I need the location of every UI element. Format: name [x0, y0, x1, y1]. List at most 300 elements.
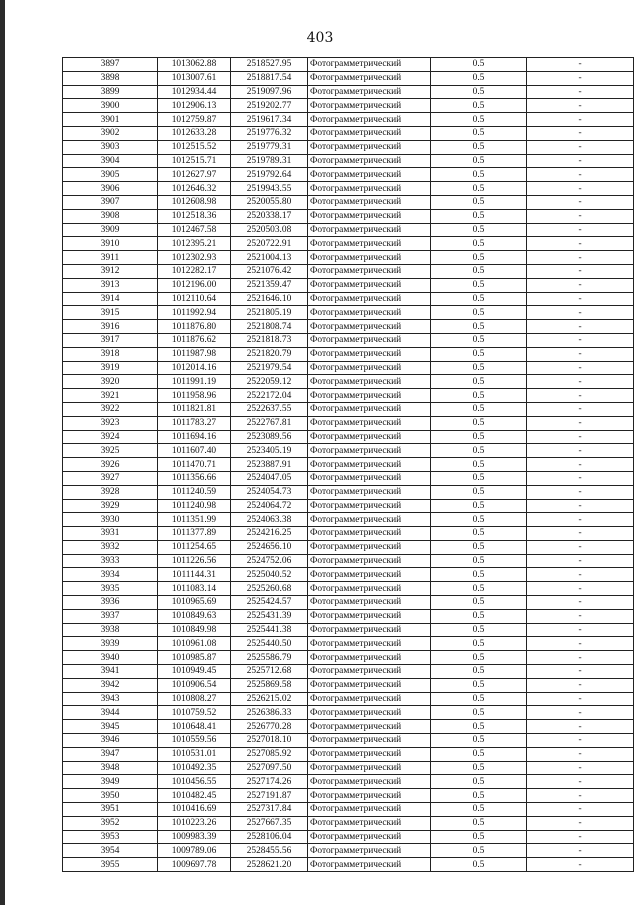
y-coordinate-cell: 2525431.39 [231, 609, 308, 623]
method-cell: Фотограмметрический [308, 182, 431, 196]
method-cell: Фотограмметрический [308, 99, 431, 113]
x-coordinate-cell: 1011821.81 [158, 402, 231, 416]
table-row [63, 58, 634, 72]
note-cell: - [527, 471, 634, 485]
point-number-cell: 3904 [63, 154, 158, 168]
y-coordinate-cell: 2521076.42 [231, 264, 308, 278]
x-coordinate-cell: 1010456.55 [158, 775, 231, 789]
y-coordinate-cell: 2525440.50 [231, 637, 308, 651]
point-number-cell: 3912 [63, 264, 158, 278]
y-coordinate-cell: 2519943.55 [231, 182, 308, 196]
point-number-cell: 3900 [63, 99, 158, 113]
y-coordinate-cell: 2520055.80 [231, 195, 308, 209]
accuracy-cell: 0.5 [431, 389, 527, 403]
accuracy-cell: 0.5 [431, 347, 527, 361]
x-coordinate-cell: 1012515.52 [158, 140, 231, 154]
method-cell: Фотограмметрический [308, 375, 431, 389]
note-cell: - [527, 237, 634, 251]
accuracy-cell: 0.5 [431, 292, 527, 306]
x-coordinate-cell: 1012110.64 [158, 292, 231, 306]
y-coordinate-cell: 2527317.84 [231, 803, 308, 817]
table-row [63, 347, 634, 361]
note-cell: - [527, 402, 634, 416]
table-row [63, 858, 634, 872]
method-cell: Фотограмметрический [308, 596, 431, 610]
y-coordinate-cell: 2522172.04 [231, 389, 308, 403]
accuracy-cell: 0.5 [431, 540, 527, 554]
x-coordinate-cell: 1012302.93 [158, 251, 231, 265]
x-coordinate-cell: 1011356.66 [158, 471, 231, 485]
method-cell: Фотограмметрический [308, 858, 431, 872]
method-cell: Фотограмметрический [308, 678, 431, 692]
table-row [63, 609, 634, 623]
method-cell: Фотограмметрический [308, 71, 431, 85]
x-coordinate-cell: 1010985.87 [158, 651, 231, 665]
point-number-cell: 3906 [63, 182, 158, 196]
table-row [63, 375, 634, 389]
y-coordinate-cell: 2520338.17 [231, 209, 308, 223]
point-number-cell: 3920 [63, 375, 158, 389]
method-cell: Фотограмметрический [308, 209, 431, 223]
table-row [63, 499, 634, 513]
method-cell: Фотограмметрический [308, 361, 431, 375]
point-number-cell: 3916 [63, 320, 158, 334]
note-cell: - [527, 678, 634, 692]
method-cell: Фотограмметрический [308, 320, 431, 334]
note-cell: - [527, 375, 634, 389]
table-row [63, 278, 634, 292]
x-coordinate-cell: 1013062.88 [158, 58, 231, 72]
y-coordinate-cell: 2524656.10 [231, 540, 308, 554]
point-number-cell: 3915 [63, 306, 158, 320]
point-number-cell: 3928 [63, 485, 158, 499]
accuracy-cell: 0.5 [431, 154, 527, 168]
method-cell: Фотограмметрический [308, 609, 431, 623]
accuracy-cell: 0.5 [431, 458, 527, 472]
note-cell: - [527, 499, 634, 513]
accuracy-cell: 0.5 [431, 844, 527, 858]
accuracy-cell: 0.5 [431, 816, 527, 830]
table-row [63, 333, 634, 347]
accuracy-cell: 0.5 [431, 692, 527, 706]
point-number-cell: 3939 [63, 637, 158, 651]
table-row [63, 71, 634, 85]
accuracy-cell: 0.5 [431, 99, 527, 113]
x-coordinate-cell: 1011377.89 [158, 527, 231, 541]
table-row [63, 678, 634, 692]
y-coordinate-cell: 2519776.32 [231, 126, 308, 140]
method-cell: Фотограмметрический [308, 720, 431, 734]
x-coordinate-cell: 1010531.01 [158, 747, 231, 761]
note-cell: - [527, 209, 634, 223]
x-coordinate-cell: 1012934.44 [158, 85, 231, 99]
y-coordinate-cell: 2521820.79 [231, 347, 308, 361]
note-cell: - [527, 154, 634, 168]
accuracy-cell: 0.5 [431, 168, 527, 182]
table-row [63, 637, 634, 651]
point-number-cell: 3938 [63, 623, 158, 637]
x-coordinate-cell: 1012518.36 [158, 209, 231, 223]
x-coordinate-cell: 1010949.45 [158, 665, 231, 679]
method-cell: Фотограмметрический [308, 775, 431, 789]
table-row [63, 154, 634, 168]
table-row [63, 306, 634, 320]
table-row [63, 775, 634, 789]
note-cell: - [527, 596, 634, 610]
y-coordinate-cell: 2524216.25 [231, 527, 308, 541]
x-coordinate-cell: 1010492.35 [158, 761, 231, 775]
method-cell: Фотограмметрический [308, 623, 431, 637]
point-number-cell: 3955 [63, 858, 158, 872]
table-row [63, 126, 634, 140]
note-cell: - [527, 527, 634, 541]
x-coordinate-cell: 1010648.41 [158, 720, 231, 734]
note-cell: - [527, 609, 634, 623]
table-row [63, 596, 634, 610]
accuracy-cell: 0.5 [431, 416, 527, 430]
table-row [63, 209, 634, 223]
point-number-cell: 3917 [63, 333, 158, 347]
point-number-cell: 3943 [63, 692, 158, 706]
point-number-cell: 3911 [63, 251, 158, 265]
x-coordinate-cell: 1010482.45 [158, 789, 231, 803]
x-coordinate-cell: 1012759.87 [158, 113, 231, 127]
accuracy-cell: 0.5 [431, 182, 527, 196]
accuracy-cell: 0.5 [431, 720, 527, 734]
note-cell: - [527, 320, 634, 334]
point-number-cell: 3908 [63, 209, 158, 223]
x-coordinate-cell: 1011992.94 [158, 306, 231, 320]
method-cell: Фотограмметрический [308, 347, 431, 361]
accuracy-cell: 0.5 [431, 264, 527, 278]
y-coordinate-cell: 2524047.05 [231, 471, 308, 485]
accuracy-cell: 0.5 [431, 527, 527, 541]
table-row [63, 816, 634, 830]
point-number-cell: 3919 [63, 361, 158, 375]
accuracy-cell: 0.5 [431, 706, 527, 720]
note-cell: - [527, 651, 634, 665]
method-cell: Фотограмметрический [308, 471, 431, 485]
table-row [63, 195, 634, 209]
x-coordinate-cell: 1011351.99 [158, 513, 231, 527]
x-coordinate-cell: 1013007.61 [158, 71, 231, 85]
point-number-cell: 3903 [63, 140, 158, 154]
method-cell: Фотограмметрический [308, 292, 431, 306]
point-number-cell: 3930 [63, 513, 158, 527]
method-cell: Фотограмметрический [308, 430, 431, 444]
accuracy-cell: 0.5 [431, 375, 527, 389]
y-coordinate-cell: 2527191.87 [231, 789, 308, 803]
x-coordinate-cell: 1011991.19 [158, 375, 231, 389]
note-cell: - [527, 761, 634, 775]
table-row [63, 540, 634, 554]
table-row [63, 113, 634, 127]
x-coordinate-cell: 1012633.28 [158, 126, 231, 140]
table-row [63, 237, 634, 251]
accuracy-cell: 0.5 [431, 513, 527, 527]
accuracy-cell: 0.5 [431, 444, 527, 458]
method-cell: Фотограмметрический [308, 540, 431, 554]
table-row [63, 292, 634, 306]
method-cell: Фотограмметрический [308, 278, 431, 292]
x-coordinate-cell: 1010416.69 [158, 803, 231, 817]
accuracy-cell: 0.5 [431, 251, 527, 265]
note-cell: - [527, 333, 634, 347]
accuracy-cell: 0.5 [431, 113, 527, 127]
accuracy-cell: 0.5 [431, 761, 527, 775]
x-coordinate-cell: 1011876.80 [158, 320, 231, 334]
point-number-cell: 3923 [63, 416, 158, 430]
point-number-cell: 3907 [63, 195, 158, 209]
point-number-cell: 3921 [63, 389, 158, 403]
method-cell: Фотограмметрический [308, 527, 431, 541]
x-coordinate-cell: 1010808.27 [158, 692, 231, 706]
accuracy-cell: 0.5 [431, 499, 527, 513]
x-coordinate-cell: 1011144.31 [158, 568, 231, 582]
x-coordinate-cell: 1010849.98 [158, 623, 231, 637]
table-row [63, 99, 634, 113]
y-coordinate-cell: 2525712.68 [231, 665, 308, 679]
note-cell: - [527, 485, 634, 499]
table-row [63, 251, 634, 265]
note-cell: - [527, 720, 634, 734]
x-coordinate-cell: 1011958.96 [158, 389, 231, 403]
y-coordinate-cell: 2520503.08 [231, 223, 308, 237]
point-number-cell: 3940 [63, 651, 158, 665]
accuracy-cell: 0.5 [431, 623, 527, 637]
y-coordinate-cell: 2521646.10 [231, 292, 308, 306]
point-number-cell: 3925 [63, 444, 158, 458]
accuracy-cell: 0.5 [431, 237, 527, 251]
note-cell: - [527, 692, 634, 706]
method-cell: Фотограмметрический [308, 637, 431, 651]
y-coordinate-cell: 2519202.77 [231, 99, 308, 113]
point-number-cell: 3948 [63, 761, 158, 775]
x-coordinate-cell: 1011876.62 [158, 333, 231, 347]
accuracy-cell: 0.5 [431, 320, 527, 334]
x-coordinate-cell: 1012395.21 [158, 237, 231, 251]
table-row [63, 320, 634, 334]
accuracy-cell: 0.5 [431, 485, 527, 499]
accuracy-cell: 0.5 [431, 430, 527, 444]
accuracy-cell: 0.5 [431, 140, 527, 154]
table-row [63, 223, 634, 237]
note-cell: - [527, 444, 634, 458]
point-number-cell: 3901 [63, 113, 158, 127]
point-number-cell: 3950 [63, 789, 158, 803]
accuracy-cell: 0.5 [431, 596, 527, 610]
table-row [63, 444, 634, 458]
method-cell: Фотограмметрический [308, 237, 431, 251]
method-cell: Фотограмметрический [308, 651, 431, 665]
y-coordinate-cell: 2519792.64 [231, 168, 308, 182]
method-cell: Фотограмметрический [308, 568, 431, 582]
table-row [63, 554, 634, 568]
x-coordinate-cell: 1012282.17 [158, 264, 231, 278]
x-coordinate-cell: 1011083.14 [158, 582, 231, 596]
method-cell: Фотограмметрический [308, 223, 431, 237]
y-coordinate-cell: 2527018.10 [231, 734, 308, 748]
x-coordinate-cell: 1012467.58 [158, 223, 231, 237]
point-number-cell: 3952 [63, 816, 158, 830]
y-coordinate-cell: 2521805.19 [231, 306, 308, 320]
y-coordinate-cell: 2528455.56 [231, 844, 308, 858]
method-cell: Фотограмметрический [308, 168, 431, 182]
point-number-cell: 3910 [63, 237, 158, 251]
accuracy-cell: 0.5 [431, 734, 527, 748]
accuracy-cell: 0.5 [431, 223, 527, 237]
accuracy-cell: 0.5 [431, 71, 527, 85]
x-coordinate-cell: 1011783.27 [158, 416, 231, 430]
method-cell: Фотограмметрический [308, 844, 431, 858]
note-cell: - [527, 71, 634, 85]
table-row [63, 485, 634, 499]
point-number-cell: 3944 [63, 706, 158, 720]
y-coordinate-cell: 2521818.73 [231, 333, 308, 347]
y-coordinate-cell: 2525424.57 [231, 596, 308, 610]
table-row [63, 430, 634, 444]
note-cell: - [527, 58, 634, 72]
table-row [63, 747, 634, 761]
y-coordinate-cell: 2525441.38 [231, 623, 308, 637]
method-cell: Фотограмметрический [308, 706, 431, 720]
y-coordinate-cell: 2522637.55 [231, 402, 308, 416]
accuracy-cell: 0.5 [431, 278, 527, 292]
note-cell: - [527, 113, 634, 127]
point-number-cell: 3942 [63, 678, 158, 692]
y-coordinate-cell: 2524064.72 [231, 499, 308, 513]
x-coordinate-cell: 1012196.00 [158, 278, 231, 292]
method-cell: Фотограмметрический [308, 803, 431, 817]
method-cell: Фотограмметрический [308, 85, 431, 99]
y-coordinate-cell: 2526386.33 [231, 706, 308, 720]
note-cell: - [527, 513, 634, 527]
x-coordinate-cell: 1011694.16 [158, 430, 231, 444]
point-number-cell: 3922 [63, 402, 158, 416]
y-coordinate-cell: 2526770.28 [231, 720, 308, 734]
note-cell: - [527, 554, 634, 568]
method-cell: Фотограмметрический [308, 761, 431, 775]
table-row [63, 665, 634, 679]
method-cell: Фотограмметрический [308, 154, 431, 168]
accuracy-cell: 0.5 [431, 747, 527, 761]
point-number-cell: 3918 [63, 347, 158, 361]
scan-edge-bar [0, 0, 5, 905]
x-coordinate-cell: 1012627.97 [158, 168, 231, 182]
x-coordinate-cell: 1010759.52 [158, 706, 231, 720]
x-coordinate-cell: 1009983.39 [158, 830, 231, 844]
note-cell: - [527, 140, 634, 154]
point-number-cell: 3909 [63, 223, 158, 237]
x-coordinate-cell: 1011240.98 [158, 499, 231, 513]
accuracy-cell: 0.5 [431, 209, 527, 223]
y-coordinate-cell: 2525586.79 [231, 651, 308, 665]
table-row [63, 623, 634, 637]
method-cell: Фотограмметрический [308, 195, 431, 209]
y-coordinate-cell: 2519617.34 [231, 113, 308, 127]
note-cell: - [527, 416, 634, 430]
accuracy-cell: 0.5 [431, 858, 527, 872]
note-cell: - [527, 292, 634, 306]
point-number-cell: 3931 [63, 527, 158, 541]
y-coordinate-cell: 2522767.81 [231, 416, 308, 430]
note-cell: - [527, 830, 634, 844]
y-coordinate-cell: 2522059.12 [231, 375, 308, 389]
accuracy-cell: 0.5 [431, 361, 527, 375]
method-cell: Фотограмметрический [308, 58, 431, 72]
x-coordinate-cell: 1012014.16 [158, 361, 231, 375]
accuracy-cell: 0.5 [431, 609, 527, 623]
point-number-cell: 3953 [63, 830, 158, 844]
table-row [63, 264, 634, 278]
note-cell: - [527, 347, 634, 361]
note-cell: - [527, 264, 634, 278]
method-cell: Фотограмметрический [308, 444, 431, 458]
note-cell: - [527, 168, 634, 182]
note-cell: - [527, 747, 634, 761]
accuracy-cell: 0.5 [431, 830, 527, 844]
y-coordinate-cell: 2527097.50 [231, 761, 308, 775]
accuracy-cell: 0.5 [431, 789, 527, 803]
y-coordinate-cell: 2525869.58 [231, 678, 308, 692]
note-cell: - [527, 306, 634, 320]
table-row [63, 416, 634, 430]
x-coordinate-cell: 1012608.98 [158, 195, 231, 209]
y-coordinate-cell: 2523089.56 [231, 430, 308, 444]
accuracy-cell: 0.5 [431, 126, 527, 140]
method-cell: Фотограмметрический [308, 126, 431, 140]
x-coordinate-cell: 1012646.32 [158, 182, 231, 196]
y-coordinate-cell: 2525260.68 [231, 582, 308, 596]
point-number-cell: 3947 [63, 747, 158, 761]
table-row [63, 527, 634, 541]
x-coordinate-cell: 1011226.56 [158, 554, 231, 568]
page-number: 403 [306, 30, 334, 46]
y-coordinate-cell: 2528106.04 [231, 830, 308, 844]
y-coordinate-cell: 2527085.92 [231, 747, 308, 761]
note-cell: - [527, 623, 634, 637]
note-cell: - [527, 99, 634, 113]
accuracy-cell: 0.5 [431, 195, 527, 209]
y-coordinate-cell: 2523405.19 [231, 444, 308, 458]
table-row [63, 582, 634, 596]
method-cell: Фотограмметрический [308, 665, 431, 679]
table-body [63, 58, 634, 872]
note-cell: - [527, 665, 634, 679]
note-cell: - [527, 85, 634, 99]
x-coordinate-cell: 1012906.13 [158, 99, 231, 113]
method-cell: Фотограмметрический [308, 113, 431, 127]
x-coordinate-cell: 1010223.26 [158, 816, 231, 830]
point-number-cell: 3914 [63, 292, 158, 306]
note-cell: - [527, 706, 634, 720]
point-number-cell: 3924 [63, 430, 158, 444]
note-cell: - [527, 734, 634, 748]
y-coordinate-cell: 2518527.95 [231, 58, 308, 72]
accuracy-cell: 0.5 [431, 333, 527, 347]
accuracy-cell: 0.5 [431, 471, 527, 485]
point-number-cell: 3913 [63, 278, 158, 292]
note-cell: - [527, 637, 634, 651]
y-coordinate-cell: 2518817.54 [231, 71, 308, 85]
point-number-cell: 3951 [63, 803, 158, 817]
table-row [63, 361, 634, 375]
point-number-cell: 3898 [63, 71, 158, 85]
x-coordinate-cell: 1011254.65 [158, 540, 231, 554]
table-row [63, 830, 634, 844]
accuracy-cell: 0.5 [431, 85, 527, 99]
y-coordinate-cell: 2527667.35 [231, 816, 308, 830]
